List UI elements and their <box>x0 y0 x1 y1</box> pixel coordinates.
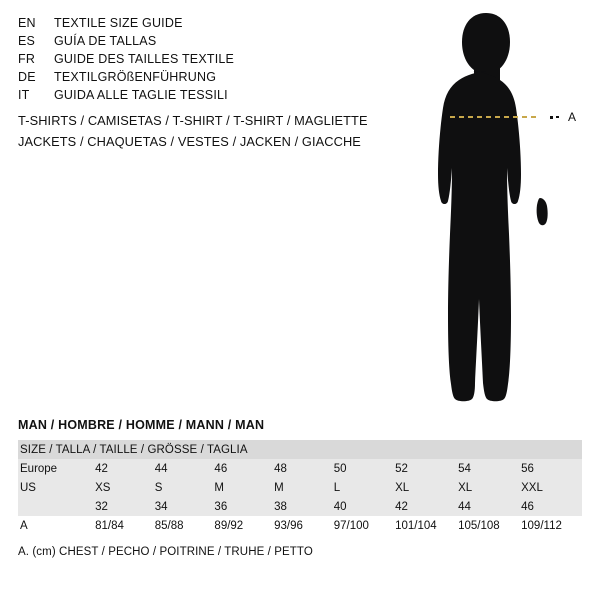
table-header-row <box>18 440 582 459</box>
language-text: TEXTILGRÖßENFÜHRUNG <box>54 70 217 84</box>
garment-category-block <box>18 110 438 152</box>
language-text: GUIDE DES TAILLES TEXTILE <box>54 52 235 66</box>
footnote-chest-measure: A. (cm) CHEST / PECHO / POITRINE / TRUHE / PETTO <box>18 546 313 558</box>
language-text: TEXTILE SIZE GUIDE <box>54 16 183 30</box>
cell: 44 <box>456 497 519 516</box>
table-row <box>18 497 582 516</box>
language-row <box>18 14 378 32</box>
table-header-label: SIZE / TALLA / TAILLE / GRÖSSE / TAGLIA <box>20 443 248 456</box>
cell: 85/88 <box>153 516 213 535</box>
cell: M <box>272 478 332 497</box>
row-label: A <box>18 516 93 535</box>
cell: XS <box>93 478 153 497</box>
language-code: DE <box>18 70 36 84</box>
cell: 46 <box>212 459 272 478</box>
cell: 44 <box>153 459 213 478</box>
cell: 46 <box>519 497 582 516</box>
row-label: US <box>18 478 93 497</box>
cell: 109/112 <box>519 516 582 535</box>
cell: 93/96 <box>272 516 332 535</box>
cell: 36 <box>212 497 272 516</box>
male-silhouette-figure <box>400 8 590 408</box>
cell: 32 <box>93 497 153 516</box>
category-line-tshirts: T-SHIRTS / CAMISETAS / T-SHIRT / T-SHIRT / MAGLIETTE <box>18 113 368 128</box>
cell: S <box>153 478 213 497</box>
language-code: IT <box>18 88 30 102</box>
language-row <box>18 50 378 68</box>
language-text: GUÍA DE TALLAS <box>54 34 157 48</box>
language-code: FR <box>18 52 36 66</box>
cell: 81/84 <box>93 516 153 535</box>
section-title-man: MAN / HOMBRE / HOMME / MANN / MAN <box>18 418 265 432</box>
language-code: EN <box>18 16 36 30</box>
cell: 89/92 <box>212 516 272 535</box>
cell: 101/104 <box>393 516 456 535</box>
language-row <box>18 32 378 50</box>
cell: 97/100 <box>332 516 393 535</box>
table-row <box>18 516 582 535</box>
language-code: ES <box>18 34 36 48</box>
measure-label-a: A <box>568 110 577 124</box>
cell: 105/108 <box>456 516 519 535</box>
cell: 52 <box>393 459 456 478</box>
cell: XL <box>393 478 456 497</box>
cell: 50 <box>332 459 393 478</box>
cell: 40 <box>332 497 393 516</box>
cell: 42 <box>93 459 153 478</box>
size-table-wrapper <box>18 440 582 535</box>
cell: XL <box>456 478 519 497</box>
cell: 56 <box>519 459 582 478</box>
category-line-jackets: JACKETS / CHAQUETAS / VESTES / JACKEN / GIACCHE <box>18 134 361 149</box>
cell: 54 <box>456 459 519 478</box>
language-row <box>18 68 378 86</box>
language-text: GUIDA ALLE TAGLIE TESSILI <box>54 88 228 102</box>
language-header-block <box>18 14 378 104</box>
cell: L <box>332 478 393 497</box>
cell: 38 <box>272 497 332 516</box>
measure-leader-dots <box>550 116 566 118</box>
silhouette-icon <box>400 8 590 408</box>
table-row <box>18 459 582 478</box>
cell: 48 <box>272 459 332 478</box>
table-row <box>18 478 582 497</box>
cell: 42 <box>393 497 456 516</box>
size-table <box>18 440 582 535</box>
cell: XXL <box>519 478 582 497</box>
cell: 34 <box>153 497 213 516</box>
row-label: Europe <box>18 459 93 478</box>
cell: M <box>212 478 272 497</box>
row-label <box>18 497 93 516</box>
language-row <box>18 86 378 104</box>
